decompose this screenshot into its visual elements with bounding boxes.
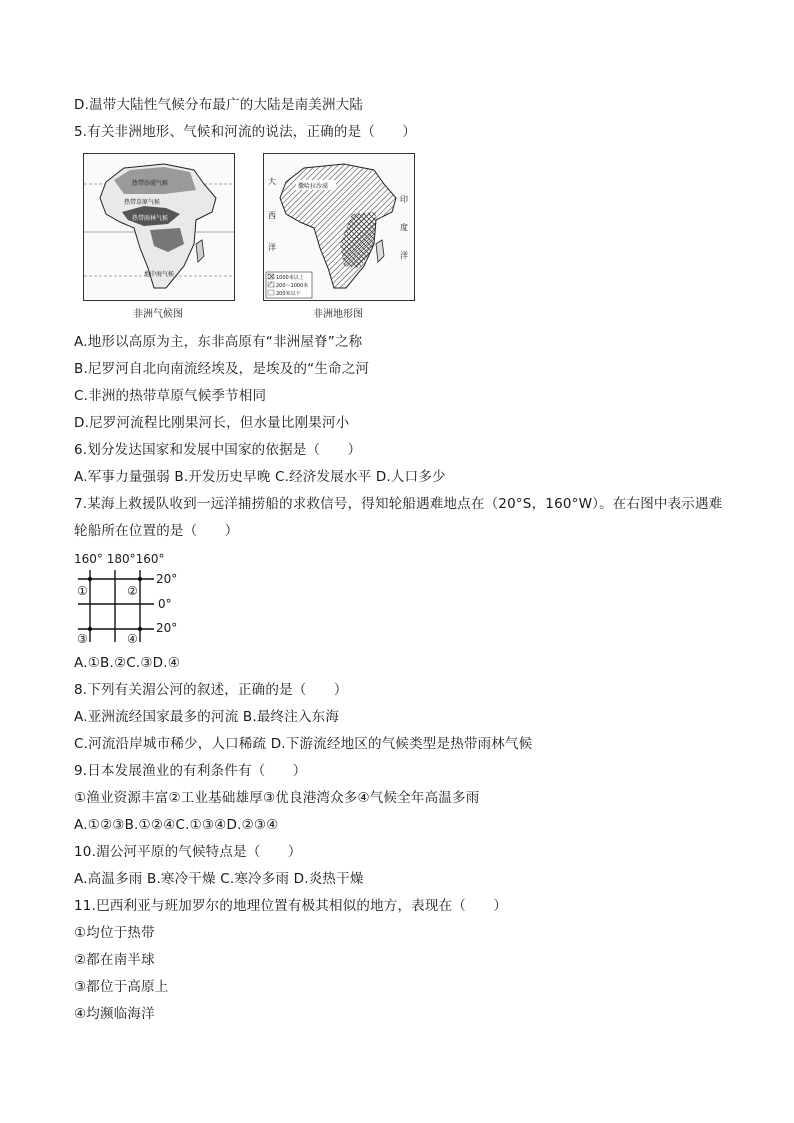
question-7-line1: 7.某海上救援队收到一远洋捕捞船的求救信号，得知轮船遇难地点在（20°S，160°W）。在右图中表示遇难 [74, 496, 723, 512]
indian-label-1: 印 [400, 195, 408, 204]
climate-desert-label: 热带沙漠气候 [132, 180, 169, 187]
grid-lat-n20: 20° [156, 572, 178, 586]
q11-item-1: ①均位于热带 [74, 925, 155, 941]
grid-mark-2: ② [127, 584, 138, 598]
lat-lon-grid-figure [74, 552, 194, 652]
climate-map-caption: 非洲气候图 [133, 309, 183, 320]
question-10: 10.湄公河平原的气候特点是（ ） [74, 844, 302, 860]
grid-top-labels: 160° 180°160° [74, 552, 165, 566]
atlantic-label-3: 洋 [268, 243, 276, 252]
grid-lat-s20: 20° [156, 621, 178, 635]
question-11: 11.巴西利亚与班加罗尔的地理位置有极其相似的地方，表现在（ ） [74, 898, 508, 914]
q9-items: ①渔业资源丰富②工业基础雄厚③优良港湾众多④气候全年高温多雨 [74, 790, 480, 806]
terrain-map-graphic [264, 154, 414, 300]
terrain-map-caption: 非洲地形图 [313, 309, 363, 320]
atlantic-label-2: 西 [268, 211, 276, 220]
q9-options: A.①②③B.①②④C.①③④D.②③④ [74, 817, 279, 833]
q11-item-4: ④均濒临海洋 [74, 1006, 155, 1022]
q11-item-2: ②都在南半球 [74, 952, 155, 968]
q11-item-3: ③都位于高原上 [74, 979, 169, 995]
question-5: 5.有关非洲地形、气候和河流的说法，正确的是（ ） [74, 124, 417, 140]
climate-map-graphic [84, 154, 234, 300]
climate-rainforest-label: 热带雨林气候 [132, 215, 169, 222]
legend-low: 200米以下 [276, 291, 301, 297]
indian-label-3: 洋 [400, 251, 408, 260]
africa-climate-map [83, 153, 235, 301]
q5-option-a: A.地形以高原为主，东非高原有“非洲屋脊”之称 [74, 334, 363, 350]
africa-terrain-map [263, 153, 415, 301]
q5-option-c: C.非洲的热带草原气候季节相同 [74, 388, 267, 404]
q8-options-ab: A.亚洲流经国家最多的河流 B.最终注入东海 [74, 709, 340, 725]
q8-options-cd: C.河流沿岸城市稀少，人口稀疏 D.下游流经地区的气候类型是热带雨林气候 [74, 736, 533, 752]
q5-option-d: D.尼罗河流程比刚果河长，但水量比刚果河小 [74, 415, 350, 431]
climate-savanna-label: 热带草原气候 [124, 199, 161, 206]
q10-options: A.高温多雨 B.寒冷干燥 C.寒冷多雨 D.炎热干燥 [74, 871, 364, 887]
question-7-line2: 轮船所在位置的是（ ） [74, 523, 239, 539]
grid-mark-1: ① [77, 584, 88, 598]
q6-options: A.军事力量强弱 B.开发历史早晚 C.经济发展水平 D.人口多少 [74, 469, 446, 485]
q5-option-b: B.尼罗河自北向南流经埃及，是埃及的“生命之河 [74, 361, 370, 377]
climate-mediterranean-label: 地中海气候 [144, 271, 175, 278]
grid-lat-0: 0° [158, 597, 172, 611]
question-9: 9.日本发展渔业的有利条件有（ ） [74, 763, 307, 779]
question-8: 8.下列有关湄公河的叙述，正确的是（ ） [74, 682, 348, 698]
africa-maps-figure [83, 153, 413, 325]
grid-mark-3: ③ [77, 632, 88, 646]
legend-high: 1000米以上 [276, 275, 304, 281]
question-6: 6.划分发达国家和发展中国家的依据是（ ） [74, 442, 362, 458]
sahara-label: 撒哈拉沙漠 [298, 183, 329, 190]
atlantic-label-1: 大 [268, 177, 276, 186]
q7-options: A.①B.②C.③D.④ [74, 655, 181, 671]
indian-label-2: 度 [400, 223, 408, 232]
legend-mid: 200～1000米 [276, 283, 309, 289]
option-d-line: D.温带大陆性气候分布最广的大陆是南美洲大陆 [74, 97, 364, 113]
grid-mark-4: ④ [127, 632, 138, 646]
